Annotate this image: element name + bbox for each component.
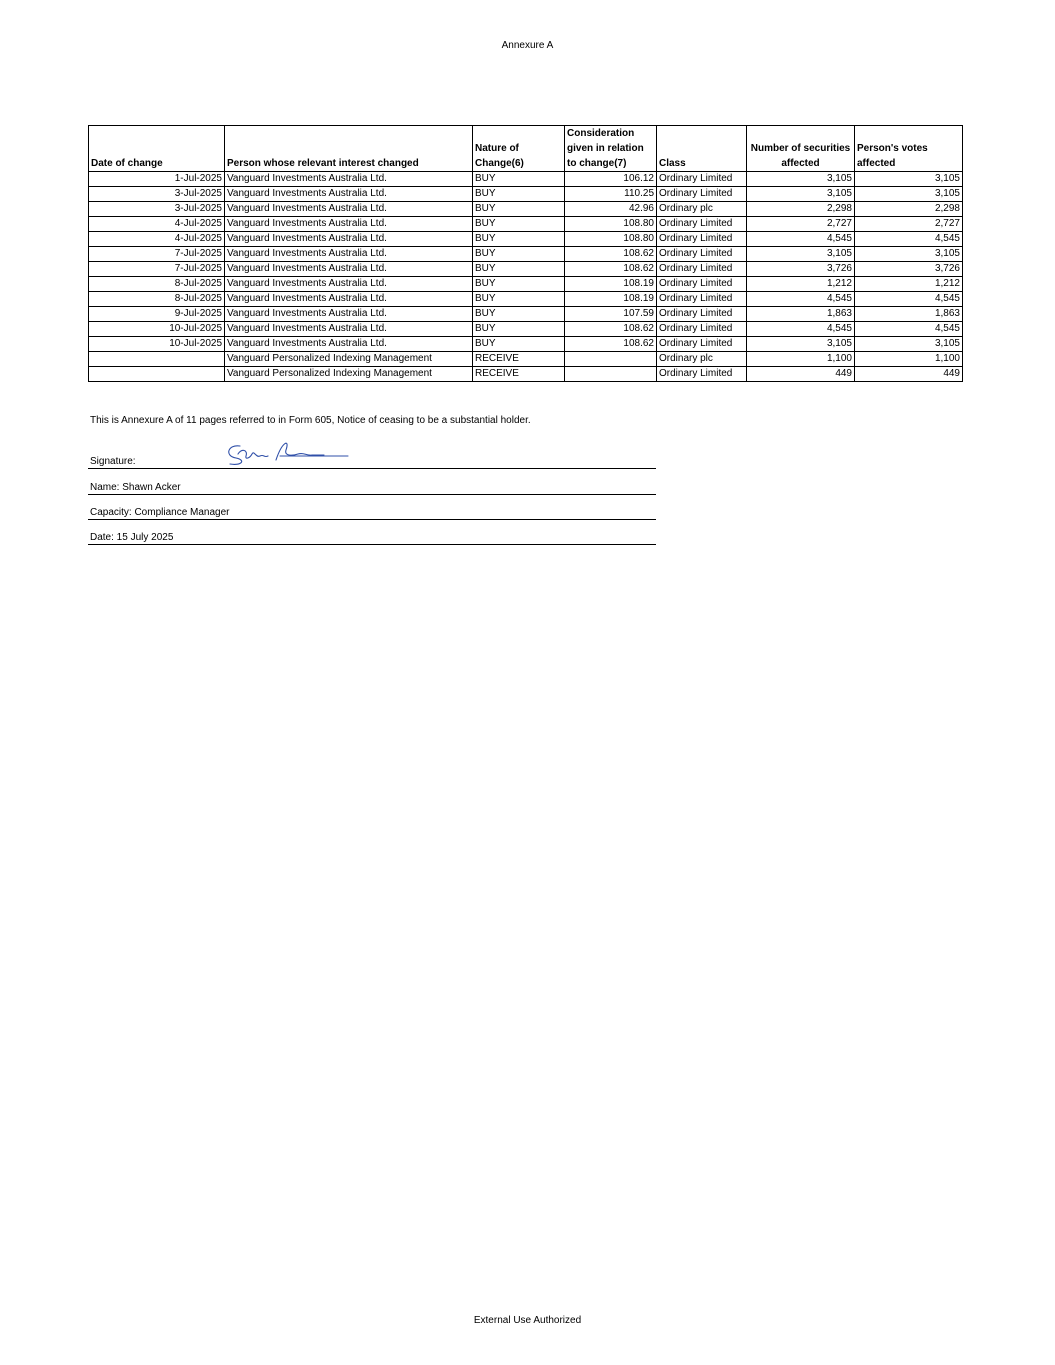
column-header: Consideration given in relation to change(7) [565,126,657,172]
table-cell: Vanguard Investments Australia Ltd. [225,172,473,187]
table-cell: 4-Jul-2025 [89,232,225,247]
table-cell: 4,545 [855,322,963,337]
table-row [89,202,963,217]
table-cell: 2,298 [747,202,855,217]
table-cell: Vanguard Investments Australia Ltd. [225,202,473,217]
table-cell: 4,545 [747,292,855,307]
table-cell: 4,545 [855,232,963,247]
table-cell: Vanguard Investments Australia Ltd. [225,217,473,232]
table-row [89,217,963,232]
table-cell: 7-Jul-2025 [89,262,225,277]
table-cell: 108.19 [565,277,657,292]
table-cell: 3,105 [747,337,855,352]
table-cell: 449 [855,367,963,382]
table-cell: Ordinary Limited [657,367,747,382]
table-cell: 3-Jul-2025 [89,202,225,217]
table-cell: BUY [473,337,565,352]
table-cell: Ordinary plc [657,352,747,367]
table-cell: Vanguard Investments Australia Ltd. [225,292,473,307]
table-cell [89,367,225,382]
table-cell: Ordinary Limited [657,232,747,247]
column-header: Nature of Change(6) [473,126,565,172]
table-cell: 1-Jul-2025 [89,172,225,187]
table-cell: 108.80 [565,232,657,247]
table-row [89,247,963,262]
table-cell: 9-Jul-2025 [89,307,225,322]
table-cell: 4,545 [747,232,855,247]
table-cell: Ordinary plc [657,202,747,217]
table-cell [89,352,225,367]
table-cell: 108.62 [565,247,657,262]
table-cell: 1,100 [747,352,855,367]
table-cell: 8-Jul-2025 [89,292,225,307]
signature-line [88,454,656,469]
table-cell: 108.19 [565,292,657,307]
table-cell: 42.96 [565,202,657,217]
table-cell: 106.12 [565,172,657,187]
table-cell [565,367,657,382]
table-cell: BUY [473,232,565,247]
table-cell [565,352,657,367]
page-header: Annexure A [501,40,554,51]
table-cell: Vanguard Investments Australia Ltd. [225,247,473,262]
table-cell: Ordinary Limited [657,337,747,352]
table-cell: BUY [473,292,565,307]
table-cell: Ordinary Limited [657,307,747,322]
table-cell: 3,105 [747,247,855,262]
table-cell: Vanguard Investments Australia Ltd. [225,322,473,337]
name-line: Name: Shawn Acker [88,480,656,495]
table-cell: 1,863 [855,307,963,322]
table-row [89,337,963,352]
table-cell: 108.62 [565,262,657,277]
table-row [89,322,963,337]
table-cell: Ordinary Limited [657,172,747,187]
table-cell: 449 [747,367,855,382]
table-cell: BUY [473,322,565,337]
table-cell: BUY [473,202,565,217]
table-cell: 108.62 [565,322,657,337]
table-cell: 10-Jul-2025 [89,337,225,352]
table-cell: Ordinary Limited [657,247,747,262]
table-cell: 3,726 [855,262,963,277]
table-cell: RECEIVE [473,352,565,367]
table-cell: Ordinary Limited [657,322,747,337]
table-cell: BUY [473,217,565,232]
column-header: Person whose relevant interest changed [225,126,473,172]
table-cell: 4-Jul-2025 [89,217,225,232]
table-cell: Ordinary Limited [657,217,747,232]
table-cell: 3-Jul-2025 [89,187,225,202]
table-cell: 3,105 [855,337,963,352]
table-cell: 3,105 [747,187,855,202]
table-cell: 4,545 [747,322,855,337]
annexure-note: This is Annexure A of 11 pages referred to in Form 605, Notice of ceasing to be a substantial holder. [90,415,531,426]
table-row [89,172,963,187]
table-cell: 2,298 [855,202,963,217]
table-cell: BUY [473,307,565,322]
table-cell: 3,105 [855,187,963,202]
table-cell: Vanguard Investments Australia Ltd. [225,187,473,202]
table-row [89,277,963,292]
column-header: Person's votes affected [855,126,963,172]
column-header: Number of securities affected [747,126,855,172]
table-header-row [89,126,963,172]
table-cell: 1,863 [747,307,855,322]
signature-label: Signature: [90,456,136,467]
table-cell: 108.62 [565,337,657,352]
table-row [89,187,963,202]
table-row [89,367,963,382]
table-cell: 107.59 [565,307,657,322]
table-cell: Vanguard Investments Australia Ltd. [225,337,473,352]
handwritten-signature [220,436,350,470]
table-cell: Vanguard Personalized Indexing Management [225,352,473,367]
table-row [89,292,963,307]
annexure-table [88,125,963,382]
table-cell: 3,105 [747,172,855,187]
table-cell: Vanguard Investments Australia Ltd. [225,277,473,292]
table-cell: RECEIVE [473,367,565,382]
table-cell: Vanguard Investments Australia Ltd. [225,232,473,247]
table-cell: Ordinary Limited [657,292,747,307]
table-cell: 2,727 [747,217,855,232]
table-cell: 8-Jul-2025 [89,277,225,292]
table-cell: 2,727 [855,217,963,232]
table-body [89,172,963,382]
capacity-line: Capacity: Compliance Manager [88,505,656,520]
table-row [89,352,963,367]
table-cell: Ordinary Limited [657,187,747,202]
table-cell: BUY [473,262,565,277]
table-cell: Vanguard Investments Australia Ltd. [225,262,473,277]
table-cell: BUY [473,247,565,262]
table-cell: Vanguard Personalized Indexing Management [225,367,473,382]
table-cell: 110.25 [565,187,657,202]
page-footer: External Use Authorized [473,1315,582,1326]
table-row [89,232,963,247]
date-line: Date: 15 July 2025 [88,530,656,545]
table-cell: 1,212 [747,277,855,292]
table-cell: Ordinary Limited [657,277,747,292]
table-cell: Vanguard Investments Australia Ltd. [225,307,473,322]
table-cell: 3,105 [855,172,963,187]
table-cell: BUY [473,277,565,292]
table-cell: Ordinary Limited [657,262,747,277]
table-row [89,262,963,277]
table-cell: 3,726 [747,262,855,277]
table-cell: 3,105 [855,247,963,262]
table-cell: 4,545 [855,292,963,307]
table-cell: 1,212 [855,277,963,292]
column-header: Date of change [89,126,225,172]
table-cell: BUY [473,187,565,202]
table-row [89,307,963,322]
table-cell: BUY [473,172,565,187]
column-header: Class [657,126,747,172]
table-cell: 1,100 [855,352,963,367]
table-cell: 7-Jul-2025 [89,247,225,262]
table-cell: 108.80 [565,217,657,232]
table-cell: 10-Jul-2025 [89,322,225,337]
